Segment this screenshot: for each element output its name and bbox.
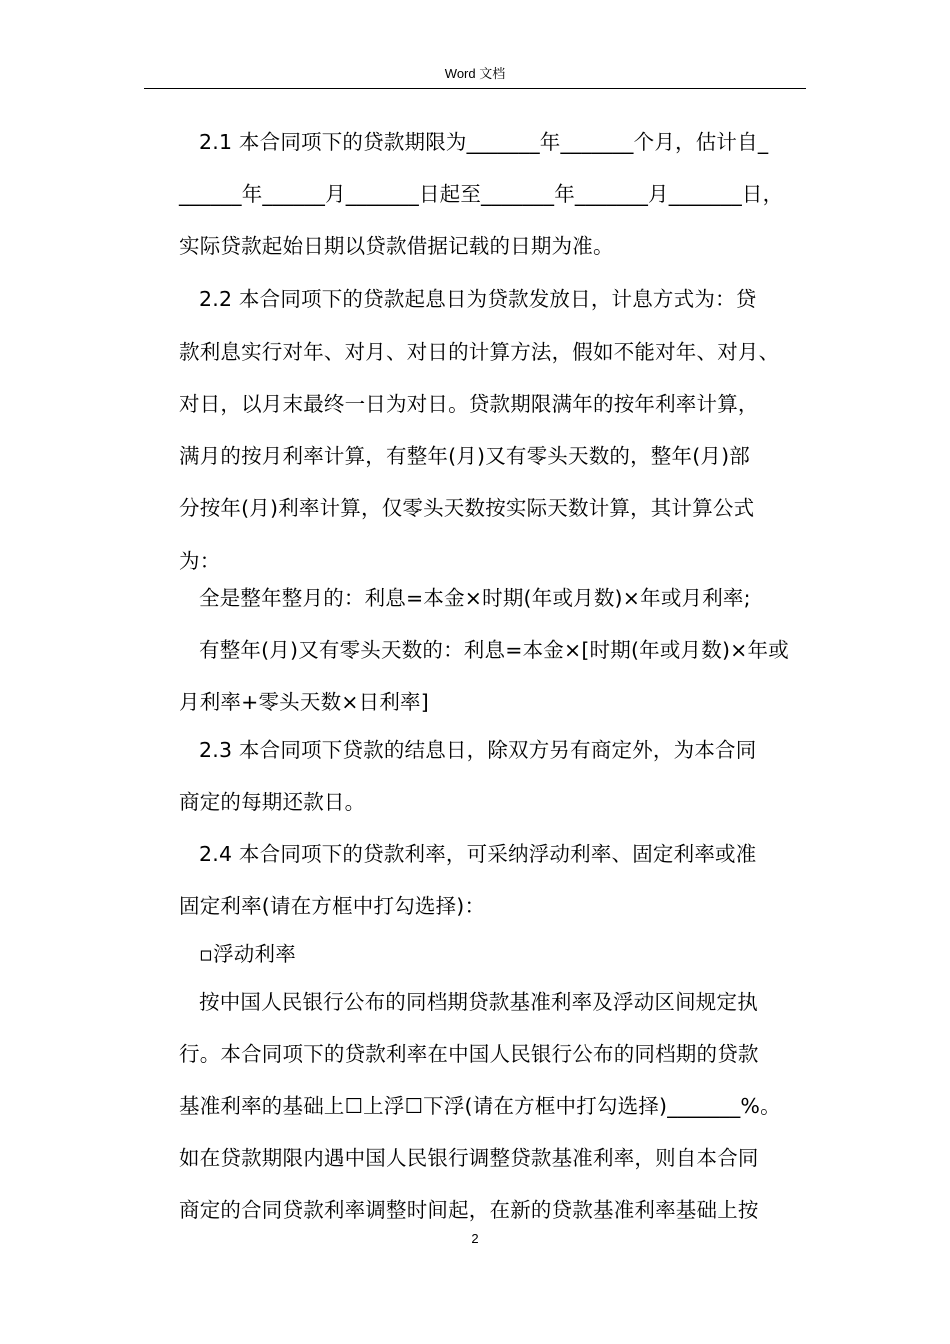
text-line: ______年______月_______日起至_______年_______月_______日， [179,182,784,206]
text-line: 基准利率的基础上☐上浮☐下浮(请在方框中打勾选择)_______%。 [179,1094,781,1118]
text-line: 2.3 本合同项下贷款的结息日，除双方另有商定外，为本合同 [199,738,757,762]
text-line: 按中国人民银行公布的同档期贷款基准利率及浮动区间规定执 [199,990,758,1014]
text-line: 2.2 本合同项下的贷款起息日为贷款发放日，计息方式为：贷 [199,287,757,311]
text-line: 2.4 本合同项下的贷款利率，可采纳浮动利率、固定利率或准 [199,842,757,866]
text-line: 商定的每期还款日。 [179,790,366,814]
text-line: 分按年(月)利率计算，仅零头天数按实际天数计算，其计算公式 [179,496,755,520]
header-divider [144,88,806,89]
text-line: 满月的按月利率计算，有整年(月)又有零头天数的，整年(月)部 [179,444,750,468]
text-line: 月利率+零头天数×日利率] [179,690,429,714]
text-line: 全是整年整月的：利息=本金×时期(年或月数)×年或月利率; [199,586,751,610]
page-number: 2 [471,1231,479,1246]
text-line: ▫浮动利率 [199,942,296,966]
text-line: 固定利率(请在方框中打勾选择)： [179,894,486,918]
text-line: 为： [179,549,221,573]
text-line: 如在贷款期限内遇中国人民银行调整贷款基准利率，则自本合同 [179,1146,759,1170]
text-line: 2.1 本合同项下的贷款期限为_______年_______个月，估计自_ [199,130,769,154]
text-line: 商定的合同贷款利率调整时间起，在新的贷款基准利率基础上按 [179,1198,759,1222]
text-line: 行。本合同项下的贷款利率在中国人民银行公布的同档期的贷款 [179,1042,759,1066]
text-line: 实际贷款起始日期以贷款借据记载的日期为准。 [179,234,614,258]
text-line: 有整年(月)又有零头天数的：利息=本金×[时期(年或月数)×年或 [199,638,789,662]
text-line: 款利息实行对年、对月、对日的计算方法，假如不能对年、对月、 [179,340,780,364]
text-line: 对日，以月末最终一日为对日。贷款期限满年的按年利率计算， [179,392,759,416]
page-header: Word 文档 [444,66,506,81]
